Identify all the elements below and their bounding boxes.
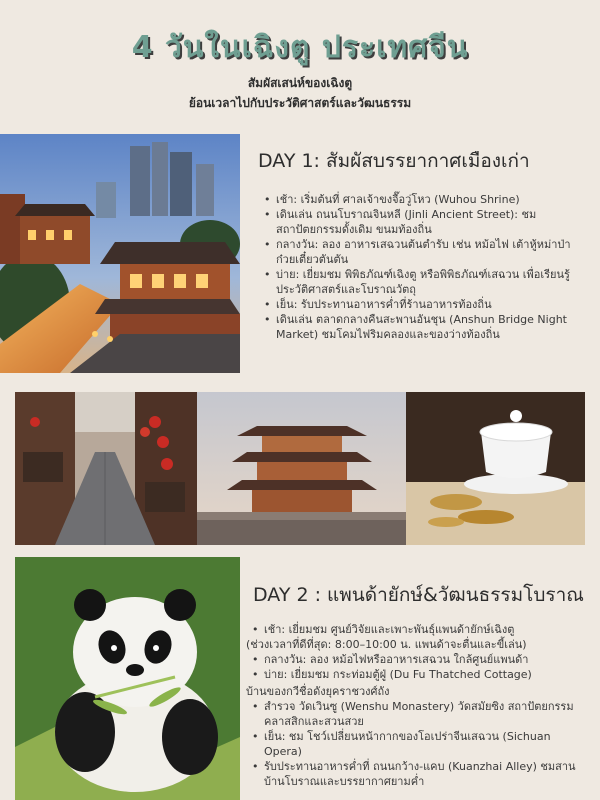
panda-photo	[15, 557, 240, 800]
alley-lanterns-photo	[15, 392, 197, 545]
day1-item: • เดินเล่น ถนนโบราณจินหลี (Jinli Ancient Street): ชมสถาปัตยกรรมดั้งเดิม ขนมท้องถิ่น	[264, 207, 572, 237]
day1-item: • บ่าย: เยี่ยมชม พิพิธภัณฑ์เฉิงตู หรือพิพิธภัณฑ์เสฉวน เพื่อเรียนรู้ประวัติศาสตร์และโบราณวัตถุ	[264, 267, 572, 297]
old-town-photo	[0, 134, 240, 373]
tea-cup-photo	[406, 392, 585, 545]
day2-list-c	[252, 699, 587, 789]
pagoda-photo	[197, 392, 406, 545]
page-title: 4 วันในเฉิงตู ประเทศจีน	[131, 30, 469, 65]
day1-item: • กลางวัน: ลอง อาหารเสฉวนต้นตำรับ เช่น หม้อไฟ เต้าหู้หม่าป่า ก๋วยเตี๋ยวตันตัน	[264, 237, 572, 267]
day1-title: DAY 1: สัมผัสบรรยากาศเมืองเก่า	[258, 150, 530, 172]
day2-title: DAY 2 : แพนด้ายักษ์&วัฒนธรรมโบราณ	[253, 584, 584, 606]
day2-note-poet: บ้านของกวีชื่อดังยุคราชวงศ์ถัง	[246, 685, 390, 698]
day2-list-b	[252, 652, 587, 682]
day1-item: • เดินเล่น ตลาดกลางคืนสะพานอันชุน (Anshun Bridge Night Market) ชมโคมไฟริมคลองและของว่างท้องถิ่น	[264, 312, 572, 342]
day2-list-a	[252, 622, 587, 637]
day1-item: • เช้า: เริ่มต้นที่ ศาลเจ้าขงจื๊อวู่โหว (Wuhou Shrine)	[264, 192, 572, 207]
day2-item: • รับประทานอาหารค่ำที่ ถนนกว้าง-แคบ (Kuanzhai Alley) ชมสานบ้านโบราณและบรรยากาศยามค่ำ	[252, 759, 587, 789]
day2-item: • กลางวัน: ลอง หม้อไฟหรืออาหารเสฉวน ใกล้ศูนย์แพนด้า	[252, 652, 587, 667]
day2-item: • บ่าย: เยี่ยมชม กระท่อมตู้ฝู่ (Du Fu Thatched Cottage)	[252, 667, 587, 682]
day1-list	[264, 192, 572, 342]
subtitle-line-2: ย้อนเวลาไปกับประวัติศาสตร์และวัฒนธรรม	[188, 96, 412, 110]
day2-note-best-time: (ช่วงเวลาที่ดีที่สุด: 8:00–10:00 น. แพนด้าจะตื่นและขี้เล่น)	[246, 638, 527, 651]
day2-item: • เย็น: ชม โชว์เปลี่ยนหน้ากากของโอเปร่าจีนเสฉวน (Sichuan Opera)	[252, 729, 587, 759]
subtitle-line-1: สัมผัสเสน่ห์ของเฉิงตู	[247, 76, 353, 90]
day2-item: • สำรวจ วัดเวินซู (Wenshu Monastery) วัดสมัยซิง สถาปัตยกรรมคลาสสิกและสวนสวย	[252, 699, 587, 729]
day2-item: • เช้า: เยี่ยมชม ศูนย์วิจัยและเพาะพันธุ์แพนด้ายักษ์เฉิงตู	[252, 622, 587, 637]
day1-item: • เย็น: รับประทานอาหารค่ำที่ร้านอาหารท้องถิ่น	[264, 297, 572, 312]
